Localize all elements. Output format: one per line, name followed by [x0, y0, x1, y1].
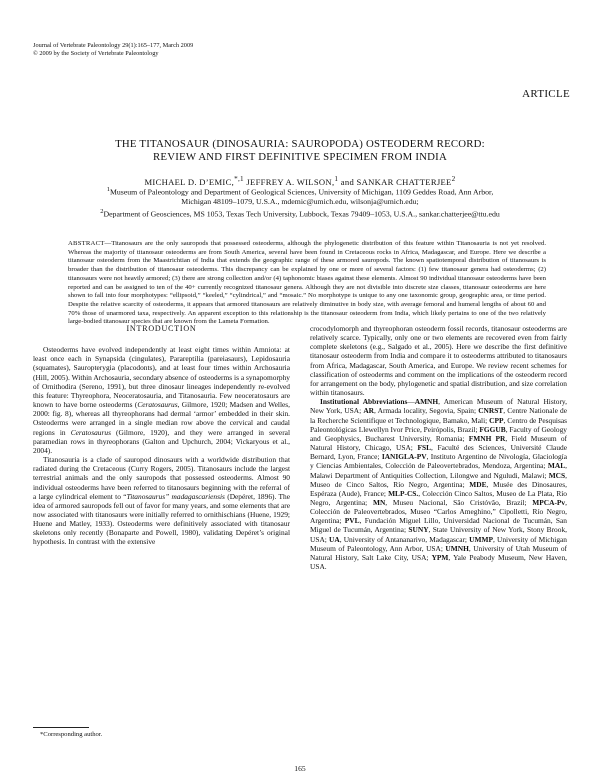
institution-abbreviation: UA — [329, 534, 340, 544]
institution-abbreviation: PVL — [344, 516, 360, 526]
institution-name: , University of Antananarivo, Madagascar; — [339, 534, 470, 544]
footnote: *Corresponding author. — [40, 731, 103, 738]
institution-abbreviation: SUNY — [408, 525, 429, 535]
institution-abbreviation: MDE — [469, 479, 487, 489]
title-line-1: THE TITANOSAUR (DINOSAURIA: SAUROPODA) OSTEODERM RECORD: — [115, 138, 485, 150]
affiliation-2 — [50, 207, 550, 219]
affiliation-1-line-2: Michigan 48109–1079, U.S.A., mdemic@umich.edu, wilsonja@umich.edu; — [181, 197, 419, 207]
institution-abbreviation: YPM — [431, 552, 449, 562]
intro-p1-text-c: (Gilmore, 1920), and they were arranged in several paramedian rows in thyreophorans (Galton and Upchurch, 2004; Vickaryous et al., 2004). — [33, 427, 291, 455]
institution-abbreviation: MPCA-Pv — [532, 497, 566, 507]
intro-p2-text-a: Titanosauria is a clade of sauropod dinosaurs with a worldwide distribution that radiated during the Cretaceous (Curry Rogers, 2005). Titanosaurs include the largest terrestrial animals and the only sauropods that possessed osteoderms. Almost 90 individual osteoderms have been referred to titanosaurs beginning with the referral of a large cylindrical element to “ — [33, 455, 290, 501]
institution-name: , Armada locality, Segovia, Spain; — [374, 406, 479, 416]
institution-name: , Yale Peabody Museum, New Haven, USA. — [310, 552, 568, 572]
affiliation-1-line-1: Museum of Paleontology and Department of Geological Sciences, University of Michigan, 1109 Geddes Road, Ann Arbor, — [109, 187, 494, 197]
journal-line: Journal of Vertebrate Paleontology 29(1):165–177, March 2009 — [33, 42, 194, 49]
intro-p1-text-a: Osteoderms have evolved independently at least eight times within Amniota: at least once each in Synapsida (cingulates), Parareptilia (pareiasaurs), Lepidosauria (squamates), Sauropterygia (placodonts), and at least four times within Archosauria (Hill, 2005). Within Archosauria, secondary absence of osteoderms is a synapomorphy of Ornithodira (Sereno, 1991), but three dinosaur lineages independently re-evolved this feature: Thyreophora, Neoceratosauria, and Titanosauria. Few neoceratosaurs are known to have borne osteoderms ( — [33, 345, 290, 410]
institution-abbreviation: AMNH — [414, 397, 439, 407]
title-line-2: REVIEW AND FIRST DEFINITIVE SPECIMEN FROM INDIA — [153, 151, 447, 163]
institution-name: , Colección de Paleovertebrados, Museo “Carlos Ameghino,” Cipolletti, Río Negro, Argentina; — [310, 497, 567, 526]
intro-paragraph-2-continued: crocodylomorph and thyreophoran osteoderm fossil records, titanosaur osteoderms are relatively scarce. Typically, only one or two elements are recovered even from fairly complete skeletons (e.g., Salgado et al., 2005). Here we describe the first definitive titanosaur osteoderm from India and compare it to osteoderms attributed to titanosaurs from Africa, Madagascar, South America, and Europe. We review recent schemes for classification of osteoderms and comment on the implications of the osteoderm record for arrangement on the body, phylogenetic and spatial distribution, and size correlation within titanosaurs. — [310, 324, 567, 398]
author-2-superscript: 1 — [334, 175, 339, 183]
institution-name: , Centre Nationale de la Recherche Scientifique et Technologique, Bamako, Mali; — [310, 406, 568, 425]
institution-name: , University of Utah Museum of Natural History, Salt Lake City, USA; — [310, 543, 567, 562]
institution-abbreviation: MLP-CS. — [388, 488, 419, 498]
abstract — [68, 240, 546, 327]
institution-abbreviation: MAL — [547, 461, 566, 471]
institution-abbreviation: MCS — [548, 470, 566, 480]
affiliations — [50, 185, 550, 219]
institution-name: , Museu Nacional, São Cristóvão, Brazil; — [385, 497, 533, 507]
intro-p1-italic-2: Ceratosaurus — [70, 427, 111, 437]
author-3-superscript: 2 — [451, 175, 456, 183]
institution-name: , State University of New York, Stony Brook, USA; — [310, 525, 567, 544]
institution-abbreviation: FSL — [417, 443, 432, 453]
right-column — [310, 324, 567, 571]
institutional-abbreviations-label: Institutional Abbreviations — [320, 397, 408, 407]
affiliation-1 — [50, 185, 550, 197]
author-1-superscript: *,1 — [234, 175, 244, 183]
abstract-text: —Titanosaurs are the only sauropods that possessed osteoderms, although the phylogenetic distribution of this feature within Titanosauria is not yet resolved. Whereas the majority of titanosaur osteoderms are from South America, several have been found in Cretaceous rocks in Africa, Madagascar, and Europe. Here we describe a titanosaur osteoderm from the Maastrichtian of India that extends the geographic range of these armored sauropods. The known spatiotemporal distribution of titanosaurs is broader than the distribution of titanosaur osteoderms. This discrepancy can be explained by one or more of several factors: (1) few titanosaur genera had osteoderms; (2) titanosaurs were not heavily armored; (3) there are strong collection and/or (4) taphonomic biases against these elements. Almost 90 individual titanosaur osteoderms have been reported and can be assigned to ten of the 40+ currently recognized titanosaur genera. Although they are not divisible into discrete size classes, titanosaur osteoderms are here shown to fall into four morphotypes: “ellipsoid,” “keeled,” “cylindrical,” and “mosaic.” No morphotype is unique to any one taxonomic group, geographic area, or time period. Despite the relative scarcity of osteoderms, it appears that armored titanosaurs are relatively diminutive in body size, with average femoral and humeral lengths of about 60 and 70% those of unarmored taxa, respectively. An apparent exception to this relationship is the titanosaur osteoderm from India, which likely pertains to one of the two relatively large-bodied titanosaur species that are known from the Lameta Formation. — [68, 240, 546, 326]
institution-abbreviation: CNRST — [478, 406, 504, 416]
institution-name: , Instituto Argentino de Nivología, Glaciología y Ciencias Ambientales, Colección de Paleovertebrados, Mendoza, Argentina; — [310, 452, 567, 471]
introduction-heading: INTRODUCTION — [126, 324, 197, 333]
author-2: JEFFREY A. WILSON, — [243, 176, 335, 187]
institution-name: , Centro de Pesquisas Paleontológicas Llewellyn Ivor Price, Peirópolis, Brazil; — [310, 415, 567, 434]
intro-p1-italic-1: Ceratosaurus — [137, 400, 178, 410]
paper-title — [40, 138, 560, 164]
author-1: MICHAEL D. D’EMIC, — [144, 176, 235, 187]
institution-abbreviation: UMNH — [445, 543, 469, 553]
institutional-abbreviations: Institutional Abbreviations—AMNH, American Museum of Natural History, New York, USA; AR, Armada locality, Segovia, Spain; CNRST, Centre Nationale de la Recherche Scientifique et Technologique, Bamako, Mali; CPP, Centro de Pesquisas Paleontológicas Llewellyn Ivor Price, Peirópolis, Brazil; FGGUB, Faculty of Geology and Geophysics, Bucharest University, Romania; FMNH PR, Field Museum of Natural History, Chicago, USA; FSL, Faculté des Sciences, Université Claude Bernard, Lyon, France; IANIGLA-PV, Instituto Argentino de Nivología, Glaciología y Ciencias Ambientales, Colección de Paleovertebrados, Mendoza, Argentina; MAL, Malawi Department of Antiquities Collection, Lilongwe and Nguludi, Malawi; MCS, Museo de Cinco Saltos, Río Negro, Argentina; MDE, Musée des Dinosaures, Espéraza (Aude), France; MLP-CS., Colección Cinco Saltos, Museo de La Plata, Río Negro, Argentina; MN, Museu Nacional, São Cristóvão, Brazil; MPCA-Pv, Colección de Paleovertebrados, Museo “Carlos Ameghino,” Cipolletti, Río Negro, Argentina; PVL, Fundación Miguel Lillo, Universidad Nacional de Tucumán, San Miguel de Tucumán, Argentina; SUNY, State University of New York, Stony Brook, USA; UA, University of Antananarivo, Madagascar; UMMP, University of Michigan Museum of Paleontology, Ann Arbor, USA; UMNH, University of Utah Museum of Natural History, Salt Lake City, USA; YPM, Yale Peabody Museum, New Haven, USA. — [310, 397, 568, 572]
intro-p1-text-b: , Gilmore, 1920; Madsen and Welles, 2000: fig. 8), whereas all thyreophorans had dermal ‘armor’ embedded in their skin. Osteoderms were arranged in a single median row above the cervical and caudal regions in — [33, 400, 290, 437]
author-3: and SANKAR CHATTERJEE — [338, 176, 452, 187]
institution-abbreviation: FGGUB — [479, 424, 506, 434]
institution-name: , University of Michigan Museum of Paleontology, Ann Arbor, USA; — [310, 534, 567, 553]
institution-list — [310, 397, 567, 571]
institution-abbreviation: IANIGLA-PV — [381, 452, 427, 462]
journal-citation — [33, 42, 193, 57]
institution-abbreviation: CPP — [489, 415, 504, 425]
article-type-label: ARTICLE — [522, 88, 570, 100]
institution-name: , Field Museum of Natural History, Chicago, USA; — [310, 433, 567, 453]
affiliation-2-superscript: 2 — [100, 207, 104, 215]
institution-name: , Fundación Miguel Lillo, Universidad Nacional de Tucumán, San Miguel de Tucumán, Argentina; — [310, 516, 567, 535]
institution-name: , Colección Cinco Saltos, Museo de La Plata, Río Negro, Argentina; — [310, 488, 568, 507]
page-number: 165 — [294, 764, 306, 773]
institution-name: , Malawi Department of Antiquities Collection, Lilongwe and Nguludi, Malawi; — [310, 461, 567, 480]
affiliation-2-line-1: Department of Geosciences, MS 1053, Texas Tech University, Lubbock, Texas 79409–1053, U.S.A., sankar.chatterjee@ttu.edu — [103, 209, 500, 219]
intro-p2-italic-1: Titanosaurus” madagascariensis — [126, 491, 225, 501]
footnote-divider — [33, 727, 89, 728]
left-column — [33, 324, 290, 547]
institution-name: , American Museum of Natural History, New York, USA; — [310, 397, 567, 416]
institution-name: , Faculty of Geology and Geophysics, Bucharest University, Romania; — [310, 424, 567, 443]
intro-paragraph-1 — [33, 345, 290, 455]
copyright-line: © 2009 by the Society of Vertebrate Paleontology — [33, 49, 159, 57]
affiliation-1-superscript: 1 — [106, 186, 110, 193]
abstract-heading: ABSTRACT — [68, 240, 105, 247]
institution-abbreviation: UMMP — [469, 534, 493, 544]
institution-abbreviation: MN — [372, 497, 386, 507]
intro-p2-text-b: (Depéret, 1896). The idea of armored sauropods fell out of favor for many years, and some elements that are now associated with titanosaurs were initially referred to ornithischians (Huene, 1929; Huene and Matley, 1933). Osteoderms were definitively associated with titanosaur skeletons only recently (Bonaparte and Powell, 1980), validating Depéret’s original hypothesis. In contrast with the extensive — [33, 491, 290, 547]
institution-name: , Musée des Dinosaures, Espéraza (Aude), France; — [310, 479, 567, 498]
institution-name: , Museo de Cinco Saltos, Río Negro, Argentina; — [310, 470, 567, 489]
institution-name: , Faculté des Sciences, Université Claude Bernard, Lyon, France; — [310, 443, 567, 462]
institution-abbreviation: FMNH PR — [468, 433, 506, 443]
institution-abbreviation: AR — [363, 406, 375, 416]
intro-paragraph-2 — [33, 455, 290, 547]
